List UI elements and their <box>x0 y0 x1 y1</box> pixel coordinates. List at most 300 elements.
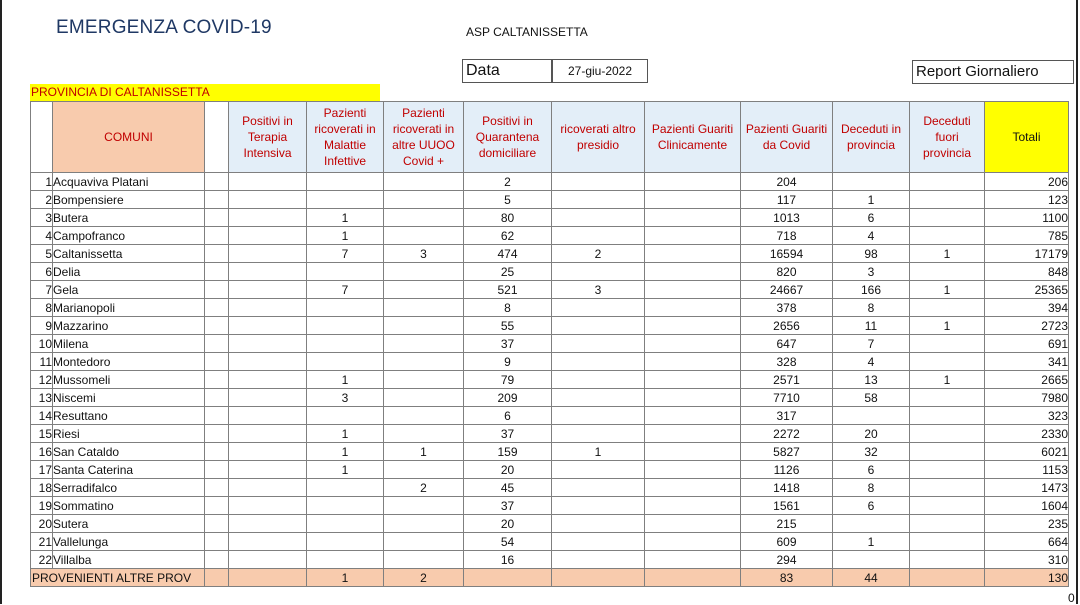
cell-terapia <box>229 497 307 515</box>
cell-n: 22 <box>31 551 53 569</box>
cell-uuoo <box>384 515 464 533</box>
cell-malattie: 3 <box>307 389 384 407</box>
cell-malattie <box>307 317 384 335</box>
cell-tot: 664 <box>985 533 1069 551</box>
cell-malattie <box>307 407 384 425</box>
cell-malattie <box>307 191 384 209</box>
cell-dec_in: 6 <box>833 461 910 479</box>
cell-name: Riesi <box>53 425 205 443</box>
cell-gap <box>205 209 229 227</box>
cell-dec_in <box>833 173 910 191</box>
cell-altro <box>552 317 645 335</box>
cell-malattie: 1 <box>307 209 384 227</box>
cell-gap <box>205 425 229 443</box>
provenienti-malattie: 1 <box>307 569 384 587</box>
cell-uuoo <box>384 497 464 515</box>
provenienti-uuoo: 2 <box>384 569 464 587</box>
cell-dec_in: 58 <box>833 389 910 407</box>
cell-terapia <box>229 443 307 461</box>
cell-dec_in: 11 <box>833 317 910 335</box>
cell-altro <box>552 353 645 371</box>
cell-malattie: 7 <box>307 245 384 263</box>
table-row <box>31 173 1069 191</box>
header-comuni: COMUNI <box>53 102 205 173</box>
cell-name: Villalba <box>53 551 205 569</box>
cell-covid: 1013 <box>741 209 833 227</box>
cell-dec_in: 8 <box>833 479 910 497</box>
cell-terapia <box>229 407 307 425</box>
cell-dec_in <box>833 551 910 569</box>
cell-clin <box>645 407 741 425</box>
cell-gap <box>205 497 229 515</box>
cell-covid: 2272 <box>741 425 833 443</box>
cell-quarantena: 20 <box>464 461 552 479</box>
cell-covid: 7710 <box>741 389 833 407</box>
cell-clin <box>645 389 741 407</box>
cell-altro: 2 <box>552 245 645 263</box>
cell-quarantena: 5 <box>464 191 552 209</box>
provenienti-row <box>31 569 1069 587</box>
provenienti-terapia <box>229 569 307 587</box>
cell-terapia <box>229 227 307 245</box>
cell-name: Santa Caterina <box>53 461 205 479</box>
cell-terapia <box>229 299 307 317</box>
cell-malattie: 1 <box>307 371 384 389</box>
cell-uuoo <box>384 425 464 443</box>
cell-dec_fuori <box>910 353 985 371</box>
header-malattie: Pazienti ricoverati in Malattie Infettive <box>307 102 384 173</box>
cell-gap <box>205 371 229 389</box>
cell-quarantena: 2 <box>464 173 552 191</box>
table-row <box>31 425 1069 443</box>
report-label: Report Giornaliero <box>912 60 1074 84</box>
cell-dec_fuori <box>910 461 985 479</box>
cell-malattie <box>307 299 384 317</box>
cell-quarantena: 209 <box>464 389 552 407</box>
cell-covid: 1418 <box>741 479 833 497</box>
cell-gap <box>205 191 229 209</box>
cell-covid: 117 <box>741 191 833 209</box>
cell-dec_fuori <box>910 191 985 209</box>
cell-quarantena: 54 <box>464 533 552 551</box>
cell-gap <box>205 551 229 569</box>
cell-terapia <box>229 389 307 407</box>
cell-clin <box>645 551 741 569</box>
table-row <box>31 389 1069 407</box>
cell-tot: 785 <box>985 227 1069 245</box>
cell-tot: 1604 <box>985 497 1069 515</box>
cell-gap <box>205 281 229 299</box>
cell-gap <box>205 299 229 317</box>
cell-name: Bompensiere <box>53 191 205 209</box>
provenienti-label: PROVENIENTI ALTRE PROV <box>31 569 205 587</box>
table-row <box>31 515 1069 533</box>
cell-gap <box>205 317 229 335</box>
cell-malattie <box>307 497 384 515</box>
cell-n: 14 <box>31 407 53 425</box>
cell-covid: 378 <box>741 299 833 317</box>
cell-quarantena: 37 <box>464 497 552 515</box>
cell-altro <box>552 425 645 443</box>
cell-n: 19 <box>31 497 53 515</box>
cell-altro <box>552 479 645 497</box>
header-deceduti-fuori: Deceduti fuori provincia <box>910 102 985 173</box>
cell-dec_in <box>833 407 910 425</box>
cell-malattie <box>307 335 384 353</box>
table-row <box>31 209 1069 227</box>
cell-tot: 1153 <box>985 461 1069 479</box>
cell-dec_fuori: 1 <box>910 245 985 263</box>
cell-n: 2 <box>31 191 53 209</box>
cell-altro <box>552 191 645 209</box>
cell-covid: 820 <box>741 263 833 281</box>
cell-dec_fuori <box>910 227 985 245</box>
provenienti-clin <box>645 569 741 587</box>
cell-name: Vallelunga <box>53 533 205 551</box>
cell-quarantena: 8 <box>464 299 552 317</box>
cell-tot: 123 <box>985 191 1069 209</box>
cell-covid: 5827 <box>741 443 833 461</box>
cell-gap <box>205 479 229 497</box>
cell-dec_in: 32 <box>833 443 910 461</box>
cell-quarantena: 20 <box>464 515 552 533</box>
cell-terapia <box>229 191 307 209</box>
cell-n: 9 <box>31 317 53 335</box>
table-row <box>31 317 1069 335</box>
covid-table <box>30 101 1069 587</box>
cell-name: Delia <box>53 263 205 281</box>
cell-terapia <box>229 371 307 389</box>
cell-terapia <box>229 425 307 443</box>
cell-tot: 310 <box>985 551 1069 569</box>
cell-n: 1 <box>31 173 53 191</box>
cell-altro <box>552 227 645 245</box>
cell-quarantena: 159 <box>464 443 552 461</box>
cell-tot: 6021 <box>985 443 1069 461</box>
cell-gap <box>205 335 229 353</box>
table-row <box>31 263 1069 281</box>
table-row <box>31 299 1069 317</box>
header-guariti-clin: Pazienti Guariti Clinicamente <box>645 102 741 173</box>
cell-tot: 323 <box>985 407 1069 425</box>
table-row <box>31 245 1069 263</box>
table-row <box>31 353 1069 371</box>
cell-name: Milena <box>53 335 205 353</box>
table-row <box>31 461 1069 479</box>
provenienti-dec_in: 44 <box>833 569 910 587</box>
cell-gap <box>205 263 229 281</box>
cell-gap <box>205 227 229 245</box>
cell-clin <box>645 173 741 191</box>
cell-clin <box>645 227 741 245</box>
cell-uuoo <box>384 173 464 191</box>
table-row <box>31 407 1069 425</box>
header-index <box>31 102 53 173</box>
cell-altro <box>552 389 645 407</box>
cell-uuoo <box>384 263 464 281</box>
cell-quarantena: 79 <box>464 371 552 389</box>
cell-clin <box>645 533 741 551</box>
cell-uuoo <box>384 533 464 551</box>
cell-dec_fuori: 1 <box>910 371 985 389</box>
cell-name: Resuttano <box>53 407 205 425</box>
cell-covid: 294 <box>741 551 833 569</box>
cell-quarantena: 37 <box>464 425 552 443</box>
cell-dec_in: 4 <box>833 353 910 371</box>
cell-terapia <box>229 209 307 227</box>
cell-tot: 17179 <box>985 245 1069 263</box>
cell-tot: 1100 <box>985 209 1069 227</box>
cell-terapia <box>229 479 307 497</box>
page-left-border <box>0 0 2 604</box>
cell-uuoo <box>384 371 464 389</box>
cell-clin <box>645 299 741 317</box>
table-row <box>31 533 1069 551</box>
provenienti-altro <box>552 569 645 587</box>
footer-zero: 0 <box>1068 591 1075 605</box>
cell-gap <box>205 515 229 533</box>
cell-gap <box>205 353 229 371</box>
cell-quarantena: 521 <box>464 281 552 299</box>
cell-n: 4 <box>31 227 53 245</box>
cell-terapia <box>229 515 307 533</box>
cell-malattie: 1 <box>307 425 384 443</box>
cell-name: Mazzarino <box>53 317 205 335</box>
table-row <box>31 551 1069 569</box>
cell-uuoo <box>384 335 464 353</box>
cell-altro <box>552 263 645 281</box>
cell-uuoo <box>384 353 464 371</box>
cell-tot: 235 <box>985 515 1069 533</box>
cell-dec_fuori <box>910 443 985 461</box>
cell-malattie: 1 <box>307 227 384 245</box>
cell-name: Caltanissetta <box>53 245 205 263</box>
cell-quarantena: 62 <box>464 227 552 245</box>
cell-uuoo <box>384 281 464 299</box>
data-label: Data <box>462 59 552 83</box>
cell-terapia <box>229 263 307 281</box>
cell-name: San Cataldo <box>53 443 205 461</box>
cell-dec_fuori <box>910 173 985 191</box>
cell-uuoo <box>384 551 464 569</box>
cell-altro <box>552 335 645 353</box>
provenienti-tot: 130 <box>985 569 1069 587</box>
cell-name: Montedoro <box>53 353 205 371</box>
cell-name: Gela <box>53 281 205 299</box>
cell-covid: 2656 <box>741 317 833 335</box>
cell-malattie <box>307 479 384 497</box>
table-row <box>31 443 1069 461</box>
header-totali: Totali <box>985 102 1069 173</box>
cell-n: 21 <box>31 533 53 551</box>
cell-quarantena: 45 <box>464 479 552 497</box>
cell-quarantena: 37 <box>464 335 552 353</box>
cell-dec_in: 6 <box>833 497 910 515</box>
table-row <box>31 497 1069 515</box>
cell-dec_fuori <box>910 533 985 551</box>
cell-clin <box>645 425 741 443</box>
cell-dec_fuori <box>910 209 985 227</box>
cell-tot: 2330 <box>985 425 1069 443</box>
cell-malattie <box>307 353 384 371</box>
table-row <box>31 227 1069 245</box>
cell-name: Niscemi <box>53 389 205 407</box>
cell-terapia <box>229 533 307 551</box>
data-value: 27-giu-2022 <box>552 59 648 83</box>
cell-altro <box>552 299 645 317</box>
cell-clin <box>645 479 741 497</box>
cell-tot: 1473 <box>985 479 1069 497</box>
cell-terapia <box>229 245 307 263</box>
cell-uuoo <box>384 317 464 335</box>
cell-dec_fuori <box>910 335 985 353</box>
header-deceduti-in: Deceduti in provincia <box>833 102 910 173</box>
cell-dec_in: 7 <box>833 335 910 353</box>
cell-dec_fuori: 1 <box>910 317 985 335</box>
provenienti-dec_fuori <box>910 569 985 587</box>
cell-covid: 24667 <box>741 281 833 299</box>
cell-uuoo <box>384 407 464 425</box>
table-row <box>31 371 1069 389</box>
cell-malattie: 7 <box>307 281 384 299</box>
cell-gap <box>205 533 229 551</box>
cell-covid: 215 <box>741 515 833 533</box>
provenienti-covid: 83 <box>741 569 833 587</box>
cell-gap <box>205 443 229 461</box>
cell-name: Sutera <box>53 515 205 533</box>
cell-quarantena: 55 <box>464 317 552 335</box>
cell-altro <box>552 515 645 533</box>
provenienti-quarantena <box>464 569 552 587</box>
cell-n: 7 <box>31 281 53 299</box>
cell-covid: 317 <box>741 407 833 425</box>
cell-uuoo <box>384 227 464 245</box>
cell-dec_fuori <box>910 425 985 443</box>
cell-terapia <box>229 353 307 371</box>
cell-quarantena: 16 <box>464 551 552 569</box>
header-altro-presidio: ricoverati altro presidio <box>552 102 645 173</box>
header-uuoo: Pazienti ricoverati in altre UUOO Covid + <box>384 102 464 173</box>
cell-covid: 1561 <box>741 497 833 515</box>
cell-n: 12 <box>31 371 53 389</box>
cell-clin <box>645 443 741 461</box>
cell-dec_fuori <box>910 479 985 497</box>
cell-uuoo <box>384 389 464 407</box>
cell-clin <box>645 335 741 353</box>
cell-malattie: 1 <box>307 443 384 461</box>
cell-dec_fuori <box>910 263 985 281</box>
cell-n: 18 <box>31 479 53 497</box>
cell-altro <box>552 173 645 191</box>
cell-tot: 206 <box>985 173 1069 191</box>
cell-quarantena: 25 <box>464 263 552 281</box>
cell-dec_in: 6 <box>833 209 910 227</box>
cell-clin <box>645 281 741 299</box>
cell-n: 16 <box>31 443 53 461</box>
page-title: EMERGENZA COVID-19 <box>56 17 272 38</box>
cell-dec_in: 3 <box>833 263 910 281</box>
cell-n: 6 <box>31 263 53 281</box>
cell-dec_in: 20 <box>833 425 910 443</box>
cell-quarantena: 9 <box>464 353 552 371</box>
cell-terapia <box>229 281 307 299</box>
cell-clin <box>645 191 741 209</box>
cell-malattie <box>307 551 384 569</box>
header-terapia: Positivi in Terapia Intensiva <box>229 102 307 173</box>
table-row <box>31 191 1069 209</box>
cell-uuoo: 2 <box>384 479 464 497</box>
cell-quarantena: 474 <box>464 245 552 263</box>
cell-n: 13 <box>31 389 53 407</box>
cell-name: Marianopoli <box>53 299 205 317</box>
cell-covid: 718 <box>741 227 833 245</box>
cell-tot: 2723 <box>985 317 1069 335</box>
cell-n: 20 <box>31 515 53 533</box>
cell-malattie <box>307 533 384 551</box>
cell-n: 17 <box>31 461 53 479</box>
cell-n: 10 <box>31 335 53 353</box>
cell-terapia <box>229 335 307 353</box>
cell-dec_fuori <box>910 407 985 425</box>
cell-clin <box>645 209 741 227</box>
cell-tot: 691 <box>985 335 1069 353</box>
cell-name: Serradifalco <box>53 479 205 497</box>
table-row <box>31 479 1069 497</box>
cell-dec_fuori <box>910 497 985 515</box>
cell-tot: 7980 <box>985 389 1069 407</box>
cell-clin <box>645 371 741 389</box>
cell-name: Campofranco <box>53 227 205 245</box>
cell-malattie <box>307 263 384 281</box>
cell-dec_fuori <box>910 299 985 317</box>
cell-n: 5 <box>31 245 53 263</box>
cell-gap <box>205 173 229 191</box>
cell-covid: 16594 <box>741 245 833 263</box>
page-right-border <box>1076 0 1078 604</box>
cell-dec_in: 8 <box>833 299 910 317</box>
cell-n: 8 <box>31 299 53 317</box>
cell-dec_in: 4 <box>833 227 910 245</box>
cell-terapia <box>229 461 307 479</box>
cell-covid: 647 <box>741 335 833 353</box>
cell-altro <box>552 533 645 551</box>
header-gap <box>205 102 229 173</box>
cell-n: 11 <box>31 353 53 371</box>
cell-uuoo: 1 <box>384 443 464 461</box>
cell-clin <box>645 245 741 263</box>
cell-malattie <box>307 173 384 191</box>
cell-n: 15 <box>31 425 53 443</box>
asp-label: ASP CALTANISSETTA <box>466 25 588 39</box>
cell-dec_fuori <box>910 551 985 569</box>
cell-dec_fuori <box>910 515 985 533</box>
cell-altro <box>552 209 645 227</box>
cell-altro: 1 <box>552 443 645 461</box>
cell-clin <box>645 353 741 371</box>
cell-covid: 204 <box>741 173 833 191</box>
cell-malattie <box>307 515 384 533</box>
cell-covid: 328 <box>741 353 833 371</box>
cell-tot: 848 <box>985 263 1069 281</box>
table-row <box>31 281 1069 299</box>
cell-gap <box>205 245 229 263</box>
cell-uuoo: 3 <box>384 245 464 263</box>
cell-dec_fuori: 1 <box>910 281 985 299</box>
cell-quarantena: 6 <box>464 407 552 425</box>
cell-gap <box>205 461 229 479</box>
cell-name: Butera <box>53 209 205 227</box>
cell-tot: 2665 <box>985 371 1069 389</box>
